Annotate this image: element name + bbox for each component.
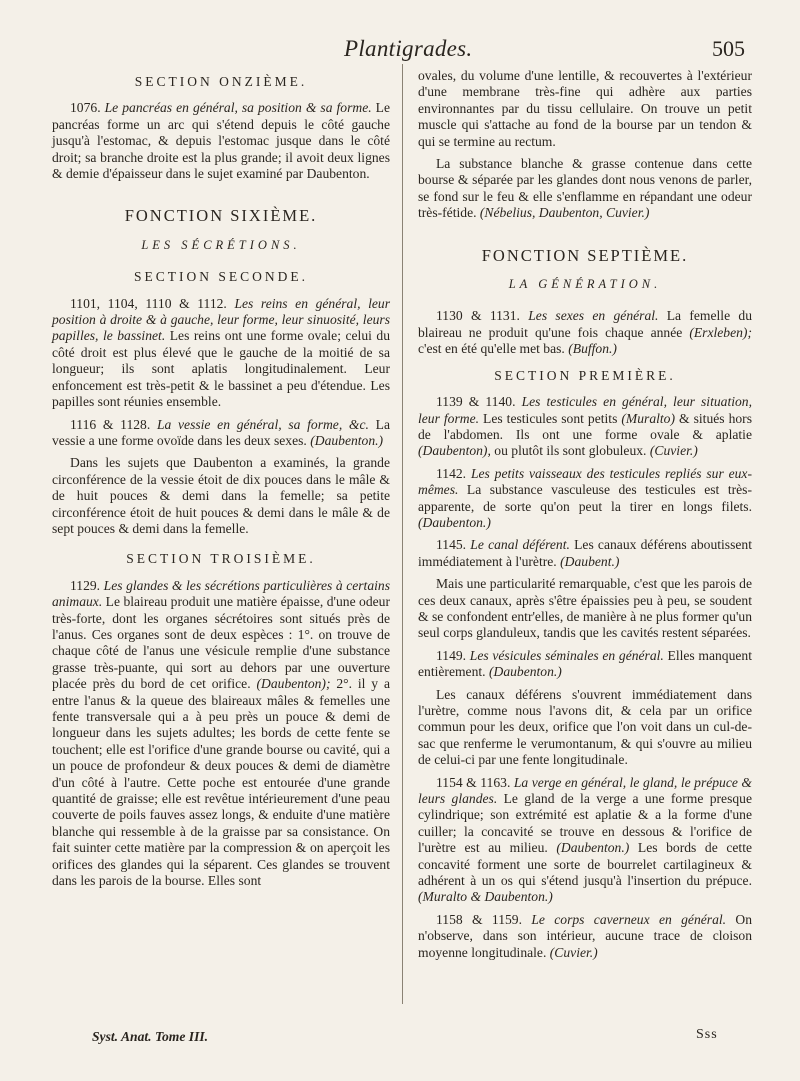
article-title: Les sexes en général. [528, 308, 659, 324]
citation: (Daubenton.) [556, 840, 630, 856]
citation: (Muralto & Daubenton.) [418, 889, 553, 905]
article-number: 1116 & 1128. [70, 416, 151, 432]
article-number: 1145. [436, 537, 467, 553]
article-text: Les testicules sont petits [483, 410, 618, 426]
printer-signature: Sss [696, 1027, 718, 1042]
article-text: 2°. il y a entre l'anus & la queue des blaireaux mâles & femelles une fente transversale qui a à peu près un pouce & demi de longueur dans les sujets adultes; les bords de cette fente se touchent; elle est l'orifice d'une grande bourse ou cavité, qui a un pouce de profondeur & deux pouces & demi de diamètre d'un côté à l'autre. Cette poche est entourée d'une grande quantité de graisse; elle est revêtue intérieurement d'une peau couverte de poils fauves assez longs, & enduite d'une matière blanche qui ressemble à de la graisse par sa consistance. On fait suinter cette matière par la compression & on aperçoit les orifices des glandes qui la séparent. Ces glandes se trouvent dans les parois de la bourse. Elles sont [52, 676, 390, 889]
paragraph-1130 [418, 308, 752, 357]
article-number: 1154 & 1163. [436, 774, 511, 790]
paragraph [418, 156, 752, 222]
running-title: Plantigrades. [344, 36, 473, 61]
section-heading: SECTION SECONDE. [133, 269, 308, 285]
article-title: Les petits vaisseaux des testicules repliés sur eux-mêmes. [418, 465, 752, 498]
paragraph-1116-cont [52, 455, 390, 537]
footer-volume-reference: Syst. Anat. Tome III. [92, 1029, 209, 1044]
article-text: On n'observe, dans son intérieur, aucune trace de cloison moyenne longitudinale. [418, 911, 752, 960]
article-text: & situés hors de l'abdomen. Ils ont une forme ovale & aplatie [418, 410, 752, 442]
article-text: La vessie a une forme ovoïde dans les deux sexes. [52, 416, 390, 448]
paragraph-1149 [418, 648, 752, 681]
article-title: Le pancréas en général, sa position & sa forme. [104, 100, 372, 116]
article-text: Les canaux déférens aboutissent immédiatement à l'urètre. [418, 537, 752, 569]
article-text: Le blaireau produit une matière épaisse, d'une odeur très-forte, dont les organes sécrétoires sont situés près de l'anus. Ces organes sont de deux espèces : 1°. on trouve de chaque côté de l'anus une vésicule remplie d'une substance grasse très-puante, qui sort au dehors par une ouverture placée près du bord de cet orifice. [52, 594, 391, 692]
section-heading: SECTION TROISIÈME. [126, 551, 316, 567]
article-text: La femelle du blaireau ne produit qu'une fois chaque année [418, 308, 753, 340]
article-text: La substance vasculeuse des testicules est très-apparente, de sorte qu'on peut la tirer en longs filets. [418, 482, 752, 514]
article-number: 1129. [70, 577, 101, 593]
article-text: Dans les sujets que Daubenton a examinés, la grande circonférence de la vessie étoit de dix pouces dans le mâle & de huit pouces & demi dans la femelle; sa petite circonférence étoit de huit pouces & demi dans le mâle & de sept pouces & demi dans la femelle. [52, 455, 390, 536]
article-text: Les reins ont une forme ovale; celui du côté droit est plus élevé que le gauche de la moitié de sa longueur; ils sont aplatis longitudinalement. Leur enfoncement est très-petit & le bassinet a peu d'étendue. Les papilles sont réunies ensemble. [52, 328, 390, 410]
citation: (Buffon.) [568, 341, 617, 357]
article-number: 1130 & 1131. [436, 308, 520, 324]
citation: (Cuvier.) [649, 443, 698, 459]
function-heading: FONCTION SIXIÈME. [124, 206, 318, 226]
citation: (Nébelius, Daubenton, Cuvier.) [479, 205, 650, 221]
function-heading: FONCTION SEPTIÈME. [481, 245, 689, 265]
article-number: 1101, 1104, 1110 & 1112. [70, 295, 227, 311]
right-column [418, 68, 752, 967]
article-title: Le canal déférent. [470, 537, 570, 553]
running-head [0, 28, 800, 64]
article-number: 1076. [70, 100, 101, 116]
article-text: La substance blanche & grasse contenue dans cette bourse & séparée par les glandes dont nous venons de parler, se fond sur le feu & elle s'enflamme en répandant une odeur très-fétide. [418, 156, 752, 221]
paragraph-1101 [52, 296, 390, 411]
article-text: ovales, du volume d'une lentille, & recouvertes à l'extérieur d'une membrane très-fine qui adhère aux parties environnantes par du tissu cellulaire. On trouve un petit muscle qui s'attache au fond de la bourse par un tendon & qui se termine au rectum. [418, 68, 752, 149]
paragraph-1142 [418, 466, 752, 532]
citation: (Daubent.) [560, 553, 620, 569]
column-divider [402, 64, 403, 1004]
section-heading: SECTION ONZIÈME. [134, 74, 308, 89]
citation: (Daubenton); [256, 676, 331, 692]
citation: (Daubenton), [418, 443, 491, 459]
article-text: Les bords de cette concavité forment une sorte de bourrelet cartilagineux & adhérent à un os qui s'étend jusqu'à l'insertion du prépuce. [418, 840, 753, 889]
article-text: Mais une particularité remarquable, c'est que les parois de ces deux canaux, après s'être épaissies peu à peu, se soudent & se confondent entr'elles, de manière à ne plus former qu'un seul corps glanduleux, tandis que les cavités restent séparées. [418, 576, 752, 641]
article-title: Les glandes & les sécrétions particulières à certains animaux. [52, 577, 390, 610]
paragraph-1149-cont [418, 687, 752, 769]
article-title: Le corps caverneux en général. [531, 911, 727, 927]
paragraph-1145 [418, 537, 752, 570]
article-text: Elles manquent entièrement. [418, 647, 752, 680]
paragraph-1076 [52, 100, 390, 182]
article-title: Les testicules en général, leur situation, leur forme. [418, 394, 752, 426]
citation: (Daubenton.) [488, 664, 562, 680]
paragraph-1154 [418, 775, 752, 906]
paragraph-continued [418, 68, 752, 150]
article-text: Les canaux déférens s'ouvrent immédiatement dans l'urètre, comme nous l'avons dit, & cela par un orifice commun pour les deux, orifice que l'on voit dans un cul-de-sac que renferme le verumontanum, & qui s'ouvre au milieu de celui-ci par une fente longitudinale. [418, 686, 752, 768]
function-subheading: LA GÉNÉRATION. [508, 277, 662, 292]
article-text: Le gland de la verge a une forme presque cylindrique; son extrémité est aplatie & a la forme d'une cuiller; la concavité se trouve en dessous & l'orifice de l'urètre est au milieu. [418, 791, 752, 856]
article-title: La vessie en général, sa forme, &c. [156, 416, 369, 432]
citation: (Daubenton.) [418, 514, 491, 530]
article-title: Les reins en général, leur position à droite & à gauche, leur forme, leur sinuosité, leurs papilles, le bassinet. [52, 295, 390, 344]
article-text: c'est en été qu'elle met bas. [418, 341, 565, 357]
citation: (Cuvier.) [549, 944, 598, 960]
article-number: 1142. [436, 465, 467, 481]
paragraph-1116 [52, 417, 390, 450]
paragraph-1139 [418, 394, 752, 460]
paragraph-1145-cont [418, 576, 752, 642]
citation: (Daubenton.) [310, 432, 384, 448]
article-text: ou plutôt ils sont globuleux. [494, 443, 647, 459]
paragraph-1129 [52, 578, 390, 890]
citation: (Muralto) [621, 410, 676, 426]
section-heading: SECTION PREMIÈRE. [494, 367, 676, 383]
left-column [52, 68, 390, 895]
paragraph-1158 [418, 912, 752, 961]
article-number: 1149. [436, 647, 467, 663]
article-title: La verge en général, le gland, le prépuce & leurs glandes. [418, 774, 752, 807]
citation: (Erxleben); [689, 324, 752, 340]
article-title: Les vésicules séminales en général. [469, 647, 664, 663]
page-number: 505 [712, 36, 745, 61]
function-subheading: LES SÉCRÉTIONS. [141, 237, 301, 252]
article-number: 1139 & 1140. [436, 394, 516, 410]
article-text: Le pancréas forme un arc qui s'étend depuis le côté gauche jusqu'à l'estomac, & depuis l'estomac jusque dans le côté droit; sa branche droite est la plus grande; il avoit deux lignes & demie d'épaisseur dans le sujet examiné par Daubenton. [52, 100, 391, 182]
article-number: 1158 & 1159. [436, 911, 522, 927]
